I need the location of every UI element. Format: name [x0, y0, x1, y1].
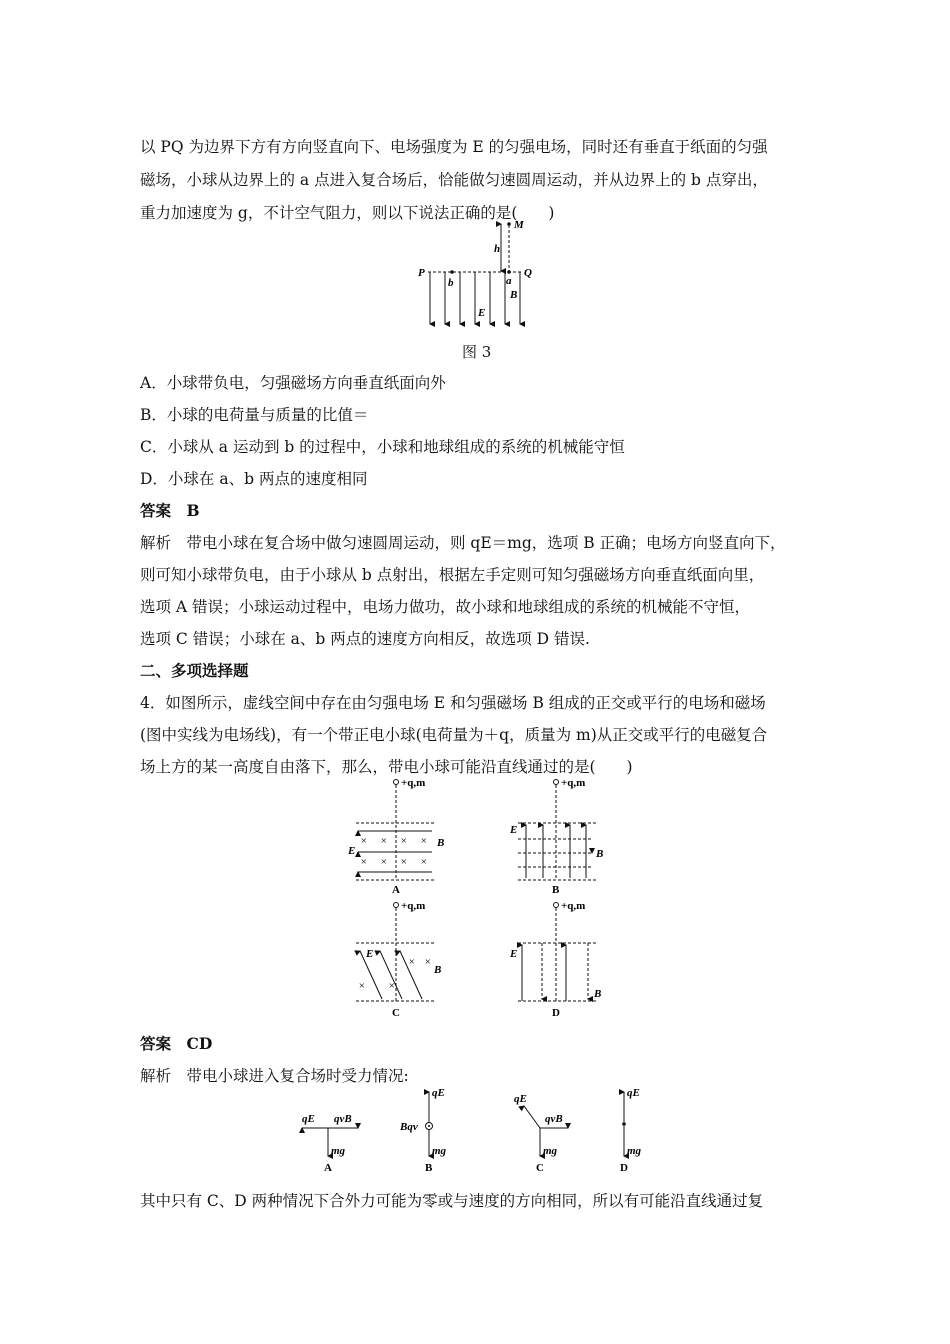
svg-text:×: × [420, 835, 428, 847]
svg-text:qE: qE [302, 1113, 315, 1125]
panel-a [347, 777, 444, 896]
svg-text:E: E [348, 845, 356, 857]
label-e-field: E [478, 307, 486, 319]
svg-text:A: A [324, 1162, 332, 1174]
label-m: M [514, 219, 524, 231]
svg-text:C: C [536, 1162, 544, 1174]
svg-text:C: C [392, 1007, 400, 1019]
q4-analysis: 解析 带电小球进入复合场时受力情况: [140, 1067, 409, 1085]
svg-text:E: E [510, 824, 518, 836]
svg-text:B: B [434, 964, 442, 976]
svg-text:mg: mg [543, 1145, 558, 1157]
q3-analysis-4: 选项 C 错误；小球在 a、b 两点的速度方向相反，故选项 D 错误. [140, 630, 590, 648]
label-p: P [418, 267, 425, 279]
panel-c [356, 900, 441, 1019]
force-diagrams [290, 1082, 660, 1177]
option-c: C．小球从 a 运动到 b 的过程中，小球和地球组成的系统的机械能守恒 [140, 438, 625, 456]
svg-text:Bqv: Bqv [400, 1121, 418, 1133]
figure-3-diagram [410, 216, 540, 331]
label-b-field: B [510, 289, 518, 301]
svg-text:mg: mg [331, 1145, 346, 1157]
label-b-point: b [448, 277, 454, 289]
q4-figures [330, 775, 630, 1025]
svg-text:A: A [392, 884, 400, 896]
q3-line-1: 以 PQ 为边界下方有方向竖直向下、电场强度为 E 的匀强电场，同时还有垂直于纸面的匀强 [140, 138, 768, 156]
svg-text:qE: qE [432, 1087, 445, 1099]
svg-text:+q,m: +q,m [561, 777, 586, 789]
force-panel-c [514, 1093, 568, 1174]
svg-text:×: × [360, 835, 368, 847]
svg-text:×: × [420, 856, 428, 868]
svg-text:qE: qE [514, 1093, 527, 1105]
q3-line-3: 重力加速度为 g，不计空气阻力，则以下说法正确的是( ) [140, 204, 555, 222]
svg-text:B: B [437, 837, 445, 849]
svg-text:B: B [552, 884, 560, 896]
svg-text:B: B [594, 988, 602, 1000]
svg-text:×: × [388, 980, 396, 992]
svg-text:D: D [552, 1007, 560, 1019]
option-a: A．小球带负电，匀强磁场方向垂直纸面向外 [140, 374, 446, 392]
svg-text:+q,m: +q,m [401, 777, 426, 789]
svg-text:×: × [380, 835, 388, 847]
q3-analysis-3: 选项 A 错误；小球运动过程中，电场力做功，故小球和地球组成的系统的机械能不守恒， [140, 598, 751, 616]
svg-text:mg: mg [432, 1145, 447, 1157]
q3-analysis-2: 则可知小球带负电，由于小球从 b 点射出，根据左手定则可知匀强磁场方向垂直纸面向里， [140, 566, 765, 584]
svg-text:D: D [620, 1162, 628, 1174]
q3-analysis-1: 解析 带电小球在复合场中做匀速圆周运动，则 qE＝mg，选项 B 正确；电场方向竖直向下， [140, 534, 786, 552]
force-panel-b [399, 1087, 447, 1174]
svg-text:qE: qE [627, 1087, 640, 1099]
svg-text:×: × [380, 856, 388, 868]
label-h: h [494, 243, 501, 255]
svg-text:B: B [596, 848, 604, 860]
svg-text:B: B [425, 1162, 433, 1174]
force-panel-d [620, 1087, 642, 1174]
svg-text:+q,m: +q,m [561, 900, 586, 912]
q4-line-1: 4．如图所示，虚线空间中存在由匀强电场 E 和匀强磁场 B 组成的正交或平行的电场和磁场 [140, 694, 766, 712]
q4-line-3: 场上方的某一高度自由落下，那么，带电小球可能沿直线通过的是( ) [140, 758, 633, 776]
q4-conclusion: 其中只有 C、D 两种情况下合外力可能为零或与速度的方向相同，所以有可能沿直线通过复 [140, 1192, 764, 1210]
option-d: D．小球在 a、b 两点的速度相同 [140, 470, 368, 488]
svg-text:×: × [360, 856, 368, 868]
svg-text:mg: mg [627, 1145, 642, 1157]
svg-text:×: × [400, 856, 408, 868]
svg-text:E: E [510, 948, 518, 960]
label-q: Q [524, 267, 532, 279]
q4-answer: 答案 CD [140, 1034, 213, 1053]
option-b: B．小球的电荷量与质量的比值＝ [140, 406, 369, 424]
svg-text:×: × [424, 956, 432, 968]
section-heading: 二、多项选择题 [140, 661, 249, 680]
svg-text:+q,m: +q,m [401, 900, 426, 912]
svg-text:qvB: qvB [545, 1113, 563, 1125]
q4-line-2: (图中实线为电场线)，有一个带正电小球(电荷量为＋q，质量为 m)从正交或平行的电磁复合 [140, 726, 768, 744]
panel-b [509, 777, 603, 896]
svg-text:×: × [400, 835, 408, 847]
label-a-point: a [506, 275, 512, 287]
force-panel-a [302, 1113, 358, 1174]
q3-line-2: 磁场，小球从边界上的 a 点进入复合场后，恰能做匀速圆周运动，并从边界上的 b 点穿出， [140, 171, 768, 189]
panel-d [509, 900, 601, 1019]
svg-text:qvB: qvB [334, 1113, 352, 1125]
svg-text:×: × [358, 980, 366, 992]
figure-3-caption: 图 3 [462, 343, 492, 361]
svg-text:×: × [408, 956, 416, 968]
q3-answer: 答案 B [140, 501, 200, 520]
svg-text:E: E [366, 948, 374, 960]
